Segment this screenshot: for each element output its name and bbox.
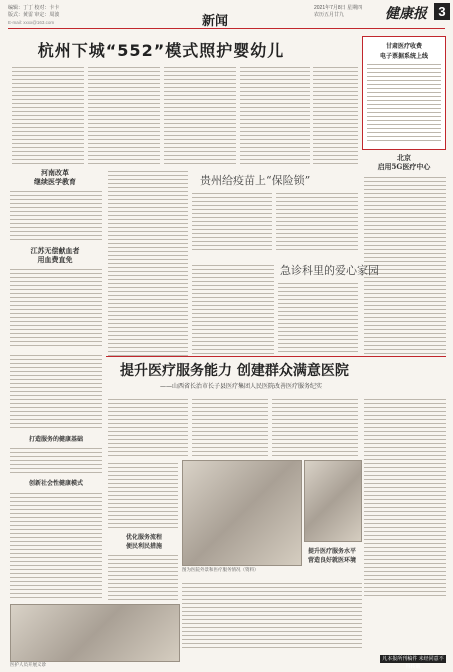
left-fire-text-2 <box>10 490 102 600</box>
jizhen-col-1 <box>192 262 274 354</box>
meta-line2: 版式：黄雷 审定：周波 <box>8 12 60 18</box>
left-fire-head2: 创新社会性健康模式 <box>28 480 83 487</box>
left-item-jiangsu-head1: 江苏无偿献血者 <box>30 246 80 255</box>
bottom-headline: 提升医疗服务能力 创建群众满意医院 <box>120 363 349 379</box>
bottom-col-1a <box>108 396 188 456</box>
header-meta <box>8 5 128 26</box>
left-item-jiangsu-text <box>10 266 102 346</box>
page-number: 3 <box>434 3 450 20</box>
left-fire-head1: 打造服务的健康基础 <box>28 436 83 443</box>
email: E-mail: xxxx@163.com <box>8 20 55 25</box>
bottom-col-1c <box>108 552 178 602</box>
date: 2021年7月8日 星期四 <box>314 5 363 11</box>
meta-line1: 编辑：丁丁 校对：卡卡 <box>8 5 60 11</box>
left-item-henan-text <box>10 188 102 240</box>
outreach-photo <box>10 604 180 662</box>
bottom-story-rule <box>106 356 446 357</box>
lead-col-1 <box>12 64 84 164</box>
box-title-2: 电子票据系统上线 <box>379 53 428 60</box>
lead-col-2 <box>88 64 160 164</box>
inline-head-2: 便民利民措施 <box>125 543 162 550</box>
brand-logo: 健康报 <box>385 6 427 22</box>
guizhou-col-2 <box>276 190 358 250</box>
bottom-col-lower <box>182 580 362 650</box>
inline-head-3: 提升医疗服务水平 <box>307 548 356 555</box>
left-item-henan-head1: 河南改革 <box>41 168 69 177</box>
guizhou-headline: 贵州给疫苗上“保险锁” <box>200 174 311 187</box>
lead-headline: 杭州下城“552”模式照护婴幼儿 <box>37 41 285 60</box>
jizhen-col-2 <box>278 280 358 354</box>
bottom-col-3a <box>272 396 358 456</box>
mid-col-text <box>108 168 188 356</box>
hospital-photo-caption: 图为医院外景和医疗服务情况（资料） <box>182 568 259 573</box>
outreach-photo-caption: 医护人员开展义诊 <box>10 663 46 668</box>
left-fire-text-1 <box>10 445 102 475</box>
sidebar-item-2-head2: 启用5G医疗中心 <box>377 162 431 171</box>
clinic-photo <box>304 460 362 542</box>
header-rule <box>8 28 445 29</box>
inline-head-1: 优化服务流程 <box>125 534 162 541</box>
footer-notice: 凡本报所刊稿件 未经同意不得转载 <box>380 655 446 663</box>
lunar-date: 农历五月廿九 <box>314 12 345 18</box>
left-item-jiangsu-head2: 用血费直免 <box>37 255 73 264</box>
bottom-col-1b <box>108 460 178 528</box>
section-title: 新闻 <box>202 13 229 28</box>
lead-col-5 <box>313 64 358 164</box>
left-item-henan-head2: 继续医学教育 <box>34 177 76 186</box>
bottom-col-2a <box>192 396 268 456</box>
sidebar-item-2-head1: 北京 <box>397 153 411 162</box>
box-text <box>367 61 441 143</box>
hospital-photo <box>182 460 302 566</box>
sidebar-box <box>362 36 446 150</box>
bottom-col-4 <box>364 396 446 596</box>
left-continuation <box>10 352 102 430</box>
bottom-subheadline: ——山西省长治市长子县医疗集团人民医院改善医疗服务纪实 <box>160 383 323 390</box>
inline-head-4: 营造良好就医环境 <box>307 557 356 564</box>
jizhen-headline: 急诊科里的爱心家园 <box>280 264 379 277</box>
box-title-1: 甘肃医疗收费 <box>385 43 422 50</box>
date-block <box>314 5 362 19</box>
guizhou-col-1 <box>192 190 272 250</box>
lead-col-4 <box>240 64 310 164</box>
lead-col-3 <box>164 64 236 164</box>
